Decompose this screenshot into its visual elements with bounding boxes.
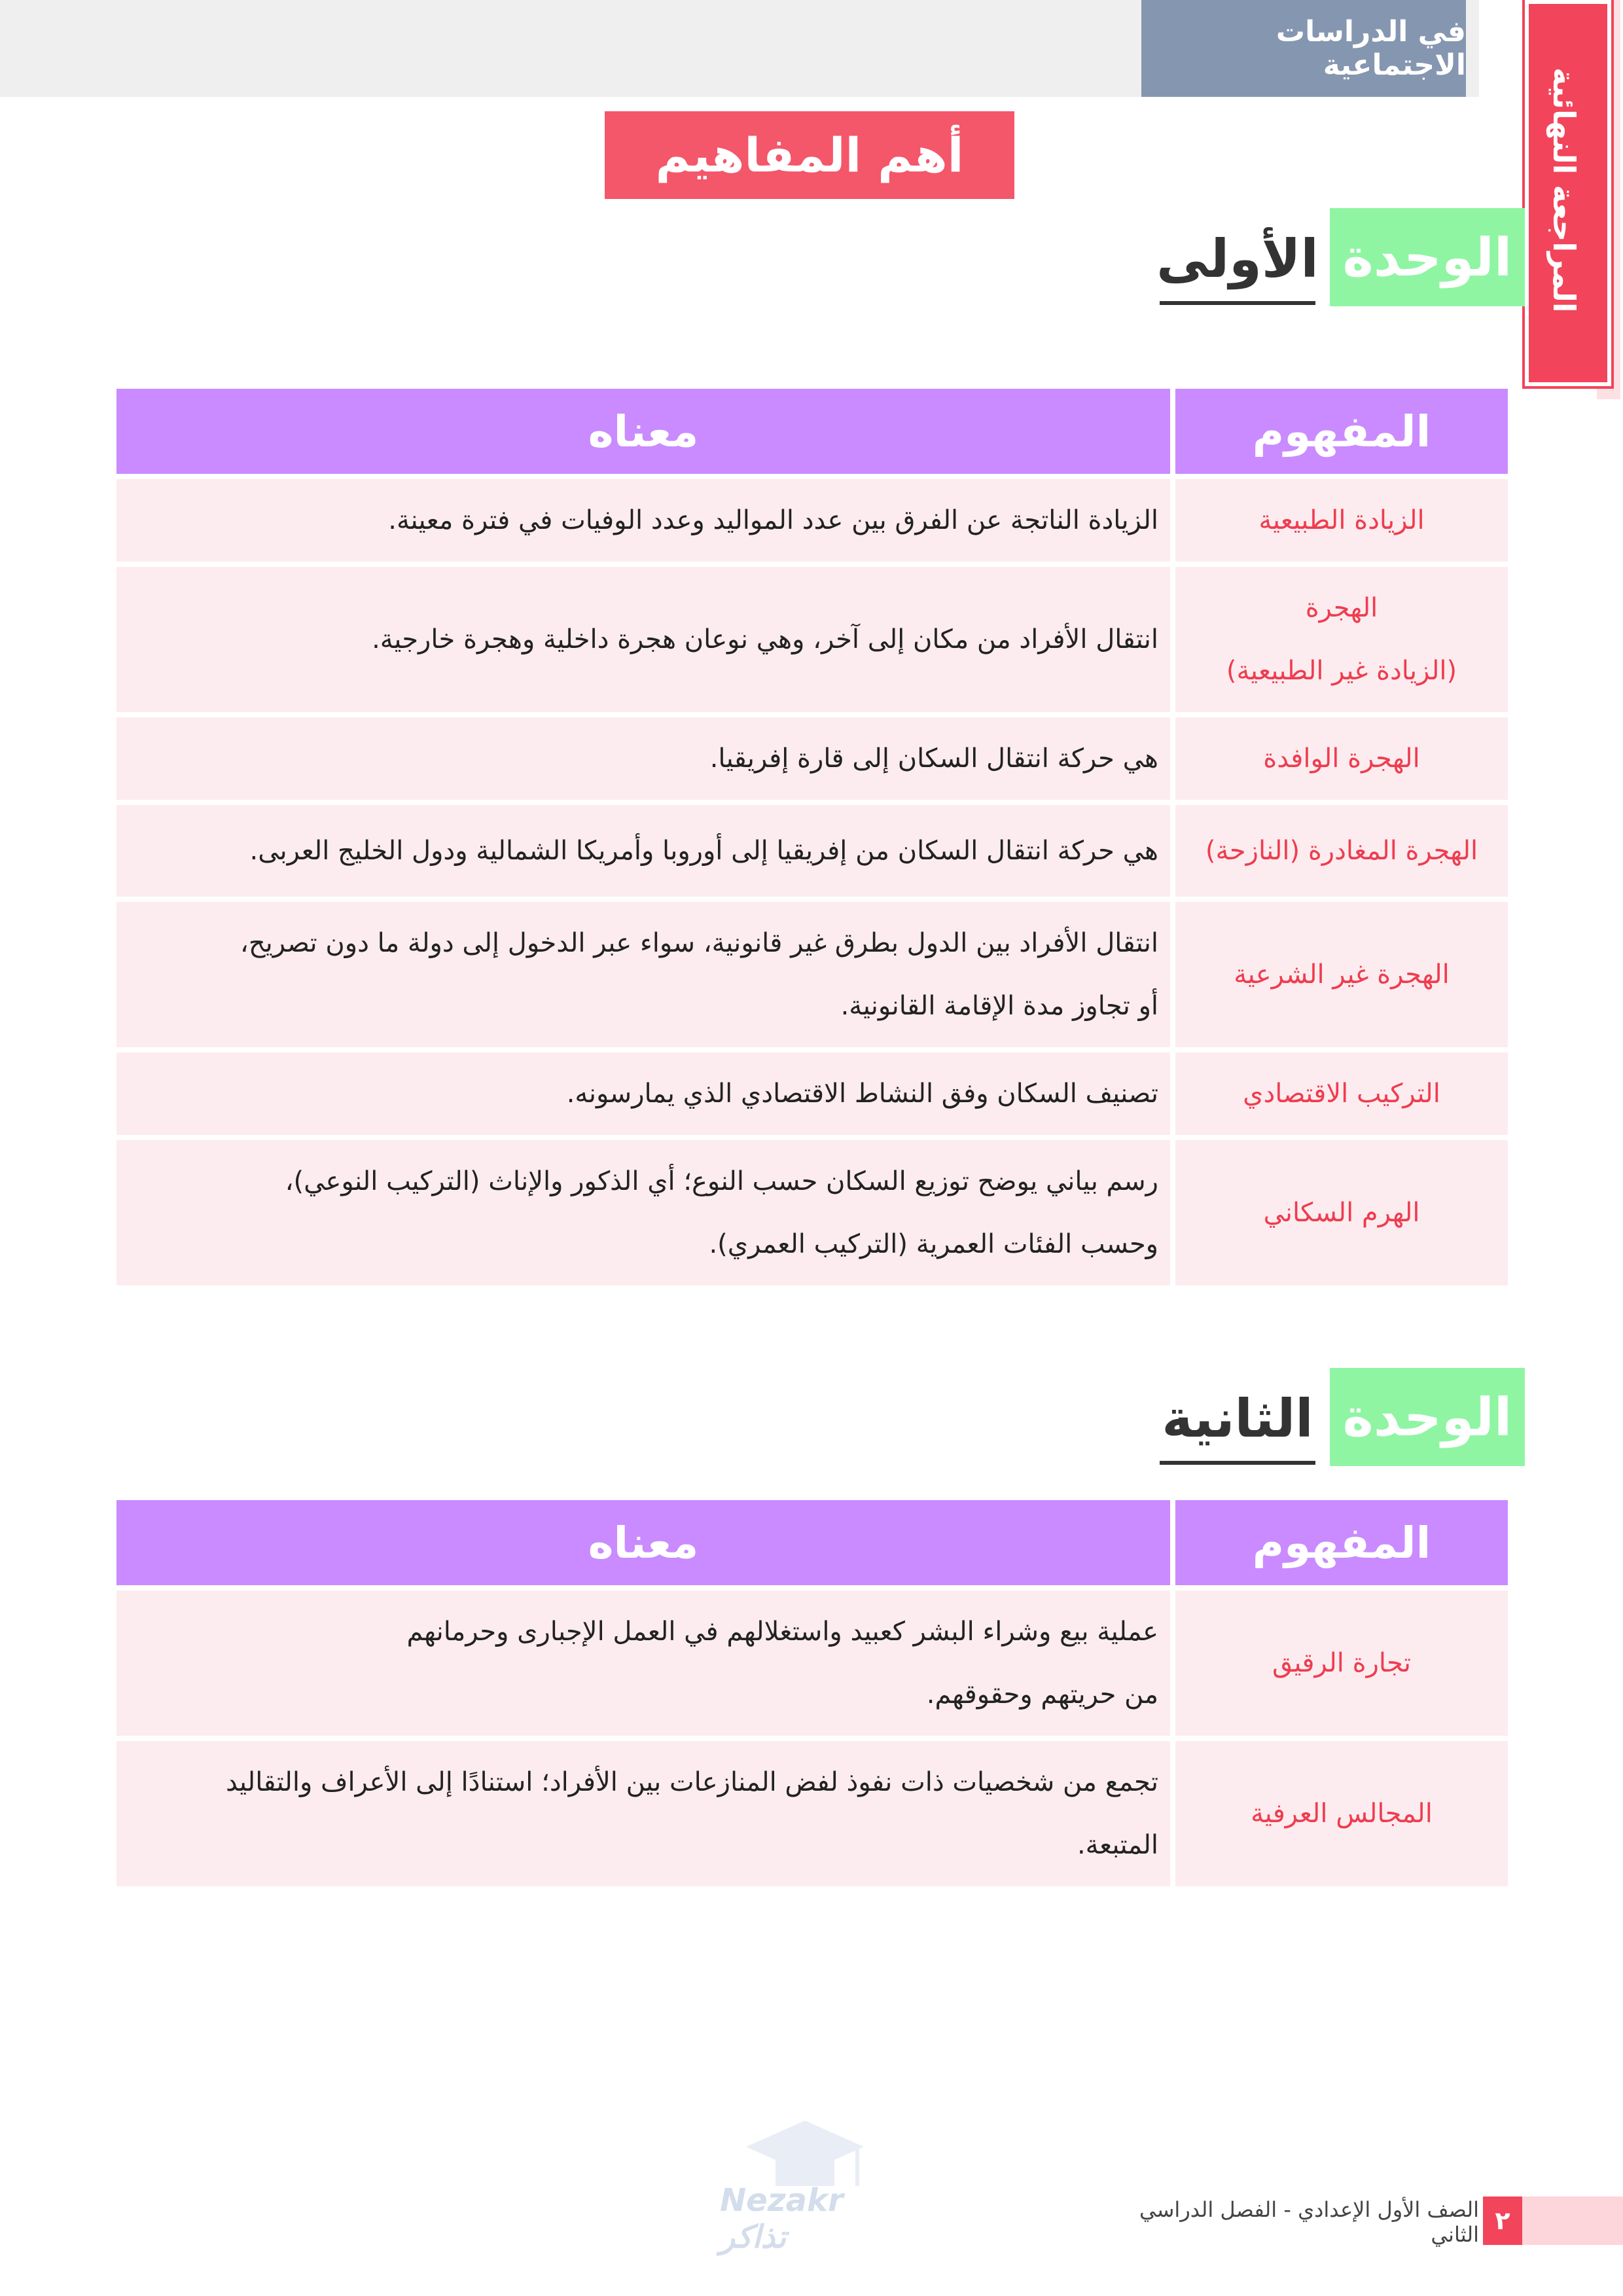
term-cell: الهجرة غير الشرعية: [1175, 902, 1508, 1047]
term-line: الهجرة: [1305, 593, 1378, 623]
footer-bar: [1522, 2197, 1623, 2245]
column-header-meaning: معناه: [116, 389, 1170, 474]
unit2-table: [111, 1495, 1513, 1892]
term-cell: تجارة الرقيق: [1175, 1590, 1508, 1736]
meaning-cell: تصنيف السكان وفق النشاط الاقتصادي الذي يمارسونه.: [116, 1052, 1170, 1135]
column-header-term: المفهوم: [1175, 389, 1508, 474]
meaning-cell: انتقال الأفراد من مكان إلى آخر، وهي نوعان هجرة داخلية وهجرة خارجية.: [116, 567, 1170, 712]
term-cell: الهجرة المغادرة (النازحة): [1175, 805, 1508, 897]
table-row: [116, 1140, 1508, 1285]
term-cell: المجالس العرفية: [1175, 1741, 1508, 1886]
term-cell: الزيادة الطبيعية: [1175, 479, 1508, 562]
meaning-line: انتقال الأفراد بين الدول بطرق غير قانونية، سواء عبر الدخول إلى دولة ما دون تصريح،: [240, 928, 1158, 958]
meaning-cell: [116, 1590, 1170, 1736]
table-row: [116, 902, 1508, 1047]
side-tab-label: المراجعة النهائية: [1546, 67, 1582, 313]
term-line: (الزيادة غير الطبيعية): [1226, 656, 1457, 686]
subject-label: في الدراسات الاجتماعية: [1141, 0, 1466, 97]
footer-grade-label: الصف الأول الإعدادي - الفصل الدراسي الثاني: [1139, 2197, 1479, 2247]
table-row: [116, 1590, 1508, 1736]
table-row: [116, 1741, 1508, 1886]
unit1-word: الوحدة: [1330, 208, 1525, 306]
term-cell: [1175, 567, 1508, 712]
meaning-cell: [116, 902, 1170, 1047]
meaning-cell: [116, 1741, 1170, 1886]
meaning-line: من حريتهم وحقوقهم.: [926, 1679, 1158, 1710]
meaning-line: عملية بيع وشراء البشر كعبيد واستغلالهم في العمل الإجبارى وحرمانهم: [406, 1617, 1158, 1647]
meaning-cell: هي حركة انتقال السكان من إفريقيا إلى أوروبا وأمريكا الشمالية ودول الخليج العربى.: [116, 805, 1170, 897]
column-header-meaning: معناه: [116, 1500, 1170, 1585]
unit1-number: الأولى: [1160, 216, 1315, 305]
unit2-number: الثانية: [1160, 1376, 1315, 1465]
meaning-line: رسم بياني يوضح توزيع السكان حسب النوع؛ أي الذكور والإناث (التركيب النوعي)،: [285, 1166, 1158, 1196]
term-cell: التركيب الاقتصادي: [1175, 1052, 1508, 1135]
unit2-word: الوحدة: [1330, 1368, 1525, 1466]
column-header-term: المفهوم: [1175, 1500, 1508, 1585]
term-cell: الهرم السكاني: [1175, 1140, 1508, 1285]
meaning-line: المتبعة.: [1077, 1830, 1158, 1860]
meaning-line: وحسب الفئات العمرية (التركيب العمري).: [709, 1229, 1158, 1259]
meaning-cell: الزيادة الناتجة عن الفرق بين عدد المواليد وعدد الوفيات في فترة معينة.: [116, 479, 1170, 562]
meaning-line: تجمع من شخصيات ذات نفوذ لفض المنازعات بين الأفراد؛ استنادًا إلى الأعراف والتقاليد: [225, 1767, 1158, 1797]
watermark-text: Nezakr تذاكر: [720, 2182, 844, 2255]
page-number: ٢: [1483, 2197, 1522, 2245]
table-row: [116, 479, 1508, 562]
table-row: [116, 717, 1508, 800]
table-row: [116, 1052, 1508, 1135]
table-row: [116, 567, 1508, 712]
table-row: [116, 805, 1508, 897]
meaning-cell: [116, 1140, 1170, 1285]
meaning-cell: هي حركة انتقال السكان إلى قارة إفريقيا.: [116, 717, 1170, 800]
term-cell: الهجرة الوافدة: [1175, 717, 1508, 800]
page-title: أهم المفاهيم: [605, 111, 1014, 199]
unit1-table: [111, 384, 1513, 1291]
meaning-line: أو تجاوز مدة الإقامة القانونية.: [840, 991, 1158, 1021]
